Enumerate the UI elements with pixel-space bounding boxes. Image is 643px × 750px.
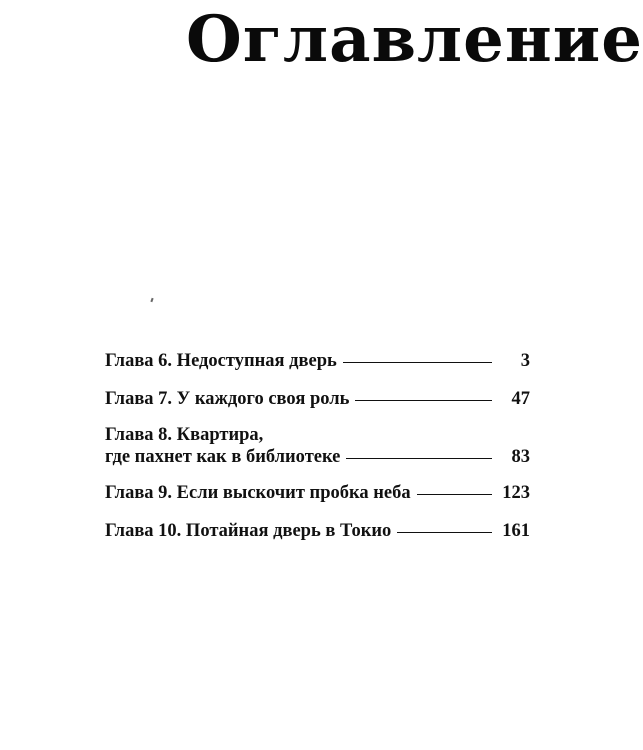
toc-leader-line bbox=[355, 400, 492, 401]
toc-entry-chapter-8[interactable] bbox=[105, 424, 530, 468]
toc-entry-chapter-10[interactable] bbox=[105, 520, 530, 542]
toc-leader-line bbox=[343, 362, 492, 363]
toc-leader-line bbox=[397, 532, 492, 533]
toc-entry-title-second-line: где пахнет как в библиотеке bbox=[105, 447, 341, 467]
page-title-area bbox=[0, 0, 643, 90]
toc-entry-line bbox=[105, 520, 530, 542]
toc-entry-line bbox=[105, 350, 530, 372]
toc-entry-title: Глава 7. У каждого своя роль bbox=[105, 389, 350, 409]
toc-entry-title: Глава 10. Потайная дверь в Токио bbox=[105, 521, 392, 541]
toc-entry-title-first-line: Глава 8. Квартира, bbox=[105, 425, 264, 445]
toc-leader-line bbox=[346, 458, 492, 459]
print-speck bbox=[150, 298, 153, 302]
toc-entry-title: Глава 9. Если выскочит пробка неба bbox=[105, 483, 411, 503]
toc-entry-chapter-7[interactable] bbox=[105, 388, 530, 410]
toc-entry-chapter-6[interactable] bbox=[105, 350, 530, 372]
toc-entry-chapter-9[interactable] bbox=[105, 482, 530, 504]
toc-entry-line bbox=[105, 388, 530, 410]
toc-page-number: 83 bbox=[511, 447, 530, 467]
toc-entry-line bbox=[105, 482, 530, 504]
toc-entry-title: Глава 6. Недоступная дверь bbox=[105, 351, 337, 371]
toc-page-number: 123 bbox=[502, 483, 530, 503]
toc-page-number: 47 bbox=[511, 389, 530, 409]
toc-page-number: 3 bbox=[520, 351, 530, 371]
page-title: Оглавление bbox=[186, 2, 643, 77]
toc-leader-line bbox=[417, 494, 492, 495]
toc-entry-line bbox=[105, 446, 530, 468]
toc-page-number: 161 bbox=[502, 521, 530, 541]
